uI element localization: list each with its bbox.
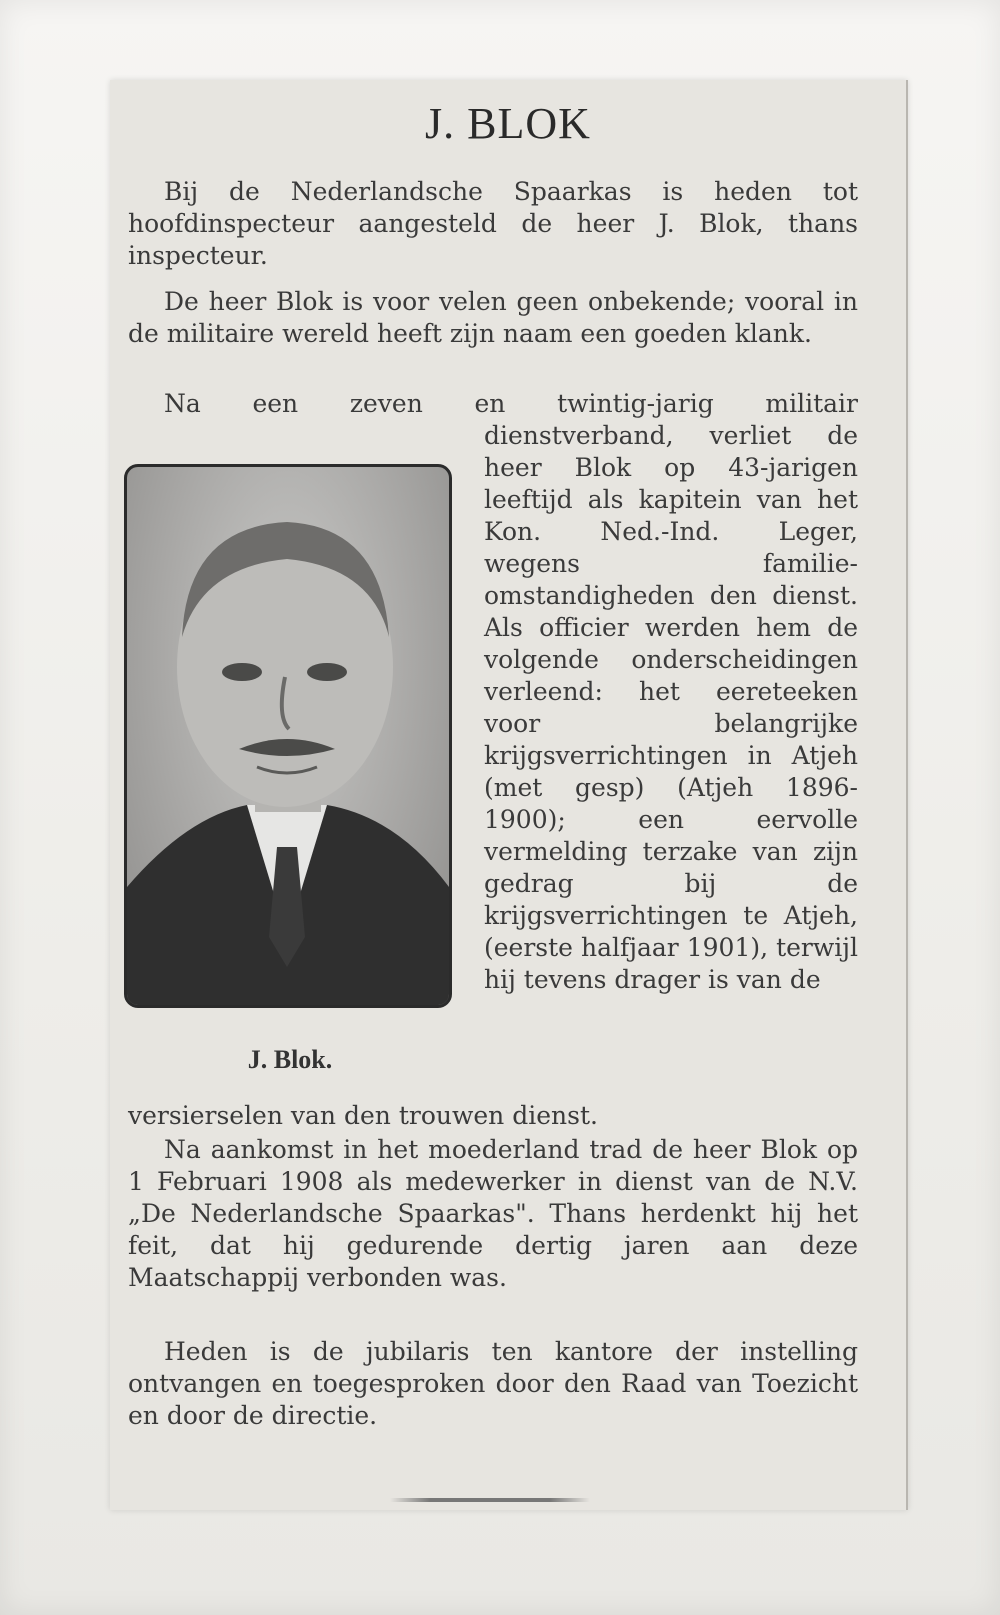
paragraph-reception: Heden is de jubilaris ten kantore der instelling ontvangen en toegesproken door den Raad van Toezicht en door de directie. <box>128 1337 858 1430</box>
portrait-photo <box>124 464 452 1008</box>
article-title: J. BLOK <box>425 99 591 148</box>
paragraph-career-end: versierselen van den trouwen dienst. <box>128 1101 598 1130</box>
portrait-illustration <box>127 467 449 1005</box>
newspaper-clipping <box>110 80 908 1510</box>
paragraph-career-intro: Na een zeven en twintig-jarig militair <box>164 389 858 418</box>
paragraph-career-column: dienstverband, verliet de heer Blok op 43-jarigen leeftijd als kapitein van het Kon. Ned.-Ind. Leger, wegens familie-omstandigheden den dienst. Als officier werden hem de volgende onderscheidingen verleend: het eereteeken voor belangrijke krijgsverrichtingen in Atjeh (met gesp) (Atjeh 1896-1900); een eervolle vermelding terzake van zijn gedrag bij de krijgsverrichtingen te Atjeh, (eerste halfjaar 1901), terwijl hij tevens drager is van de <box>484 421 858 994</box>
paragraph-appointment: Bij de Nederlandsche Spaarkas is heden tot hoofdinspecteur aangesteld de heer J. Blok, thans inspecteur. <box>128 177 858 270</box>
end-ornament <box>390 1498 590 1502</box>
paragraph-spaarkas-service: Na aankomst in het moederland trad de heer Blok op 1 Februari 1908 als medewerker in dienst van de N.V. „De Nederlandsche Spaarkas". Thans herdenkt hij het feit, dat hij gedurende dertig jaren aan deze Maatschappij verbonden was. <box>128 1135 858 1292</box>
portrait-caption: J. Blok. <box>247 1045 333 1074</box>
paragraph-reputation: De heer Blok is voor velen geen onbekende; vooral in de militaire wereld heeft zijn naam een goeden klank. <box>128 287 858 348</box>
